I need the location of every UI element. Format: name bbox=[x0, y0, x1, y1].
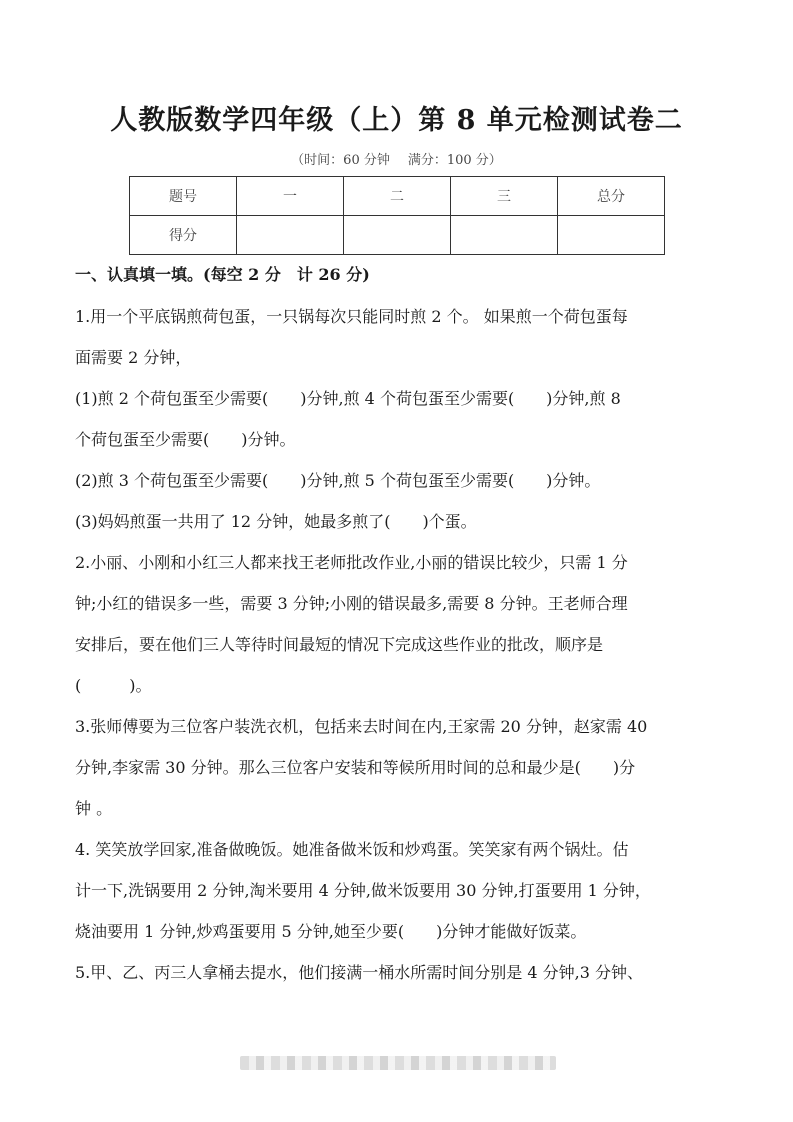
text-line: 钟 。 bbox=[75, 799, 113, 818]
score-table-score-row bbox=[130, 216, 665, 255]
text-line: 面需要 2 分钟， bbox=[75, 348, 192, 367]
score-table-header-row bbox=[130, 177, 665, 216]
score-cell-3 bbox=[451, 216, 558, 255]
text-line: 个荷包蛋至少需要( )分钟。 bbox=[75, 430, 296, 449]
blurred-footer-watermark bbox=[240, 1056, 556, 1070]
text-line: 安排后，要在他们三人等待时间最短的情况下完成这些作业的批改，顺序是 bbox=[75, 635, 604, 654]
score-cell-2 bbox=[344, 216, 451, 255]
exam-info bbox=[0, 149, 793, 168]
header-total: 总分 bbox=[558, 177, 665, 216]
text-line: 烧油要用 1 分钟,炒鸡蛋要用 5 分钟,她至少要( )分钟才能做好饭菜。 bbox=[75, 922, 587, 941]
score-cell-1 bbox=[237, 216, 344, 255]
score-cell-total bbox=[558, 216, 665, 255]
time-limit: （时间：60 分钟 bbox=[291, 153, 390, 168]
full-score: 满分：100 分） bbox=[407, 153, 502, 168]
text-line: (3)妈妈煎蛋一共用了 12 分钟，她最多煎了( )个蛋。 bbox=[75, 512, 477, 531]
text-line: 计一下,洗锅要用 2 分钟,淘米要用 4 分钟,做米饭要用 30 分钟,打蛋要用 1 分钟， bbox=[75, 881, 651, 900]
text-line: 5.甲、乙、丙三人拿桶去提水，他们接满一桶水所需时间分别是 4 分钟,3 分钟、 bbox=[75, 963, 643, 982]
text-line: 分钟,李家需 30 分钟。那么三位客户安装和等候所用时间的总和最少是( )分 bbox=[75, 758, 636, 777]
question-body bbox=[75, 296, 725, 993]
header-question-number: 题号 bbox=[130, 177, 237, 216]
row-label-score: 得分 bbox=[130, 216, 237, 255]
text-line: 3.张师傅要为三位客户装洗衣机，包括来去时间在内,王家需 20 分钟，赵家需 40 bbox=[75, 717, 648, 736]
header-part-1: 一 bbox=[237, 177, 344, 216]
text-line: (2)煎 3 个荷包蛋至少需要( )分钟,煎 5 个荷包蛋至少需要( )分钟。 bbox=[75, 471, 601, 490]
page-title: 人教版数学四年级（上）第 8 单元检测试卷二 bbox=[110, 105, 683, 136]
section-heading: 一、认真填一填。(每空 2 分 计 26 分) bbox=[75, 265, 370, 284]
text-line: (1)煎 2 个荷包蛋至少需要( )分钟,煎 4 个荷包蛋至少需要( )分钟,煎 8 bbox=[75, 389, 621, 408]
header-part-2: 二 bbox=[344, 177, 451, 216]
text-line: 4. 笑笑放学回家,准备做晚饭。她准备做米饭和炒鸡蛋。笑笑家有两个锅灶。估 bbox=[75, 840, 629, 859]
text-line: 1.用一个平底锅煎荷包蛋，一只锅每次只能同时煎 2 个。 如果煎一个荷包蛋每 bbox=[75, 307, 628, 326]
text-line: ( )。 bbox=[75, 676, 152, 695]
text-line: 2.小丽、小刚和小红三人都来找王老师批改作业,小丽的错误比较少，只需 1 分 bbox=[75, 553, 628, 572]
text-line: 钟;小红的错误多一些，需要 3 分钟;小刚的错误最多,需要 8 分钟。王老师合理 bbox=[75, 594, 628, 613]
header-part-3: 三 bbox=[451, 177, 558, 216]
score-table bbox=[129, 176, 665, 255]
